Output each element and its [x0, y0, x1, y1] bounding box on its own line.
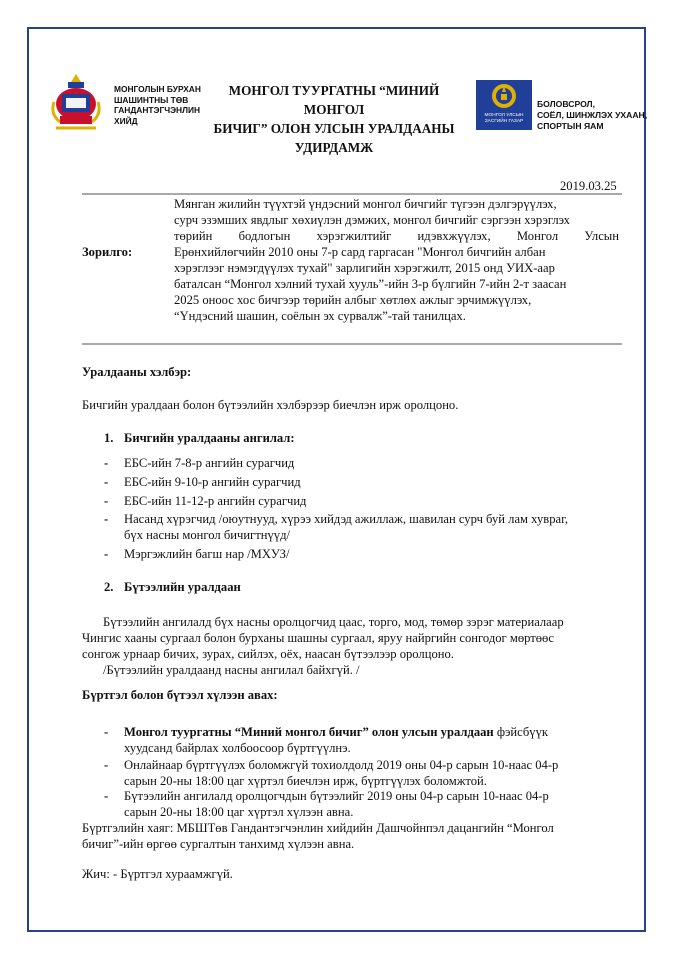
monastery-name	[114, 84, 201, 126]
registration-heading: Бүртгэл болон бүтээл хүлээн авах:	[82, 688, 278, 702]
registration-item-line: хуудсанд байрлах холбоосоор бүртгүүлнэ.	[124, 741, 351, 755]
bullet-dash: -	[104, 475, 109, 489]
monastery-name-line: ХИЙД	[114, 115, 138, 126]
section2-title: Бүтээлийн уралдаан	[124, 580, 241, 594]
registration-item-line: сарын 20-ны 18:00 цаг хүртэл хүлээн авна.	[124, 805, 354, 819]
ministry-name-line: СПОРТЫН ЯАМ	[537, 121, 604, 131]
contest-name: Монгол туургатны “Миний монгол бичиг” олон улсын уралдаан	[124, 725, 494, 739]
registration-address	[82, 820, 622, 852]
goal-line: 2025 оноос хос бичгээр төрийн албыг хөтлөх ажлыг эрчимжүүлэх,	[174, 293, 532, 307]
registration-item	[124, 757, 622, 789]
ministry-name	[537, 99, 647, 132]
goal-line: Мянган жилийн түүхтэй үндэсний монгол бичгийг түгээн дэлгэрүүлэх,	[174, 197, 557, 211]
bullet-dash: -	[104, 725, 109, 739]
address-line: бичиг”-ийн өргөө сургалтын танхимд хүлээн авна.	[82, 837, 355, 851]
section2-note: /Бүтээлийн уралдаанд насны ангилал байхгүй. /	[103, 663, 360, 677]
ministry-name-line: СОЁЛ, ШИНЖЛЭХ УХААН,	[537, 110, 648, 120]
bullet-dash: -	[104, 758, 109, 772]
monastery-emblem	[48, 72, 104, 132]
goal-line: сурч эзэмших явдлыг хөхиүлэн дэмжих, монгол бичгийг сэргээн хэрэглэх	[174, 213, 570, 227]
address-line: Бүртгэлийн хаяг: МБШТөв Гандантэгчэнлин хийдийн Дашчойнпэл дацангийн “Монгол	[82, 821, 554, 835]
category-item-line: бүх насны монгол бичигтнүүд/	[124, 528, 290, 542]
registration-item-line: Бүтээлийн ангилалд оролцогчдын бүтээлийг 2019 оны 04-р сарын 10-наас 04-р	[124, 789, 549, 803]
title-line: УДИРДАМЖ	[294, 140, 374, 155]
category-item: ЕБС-ийн 11-12-р ангийн сурагчид	[124, 494, 307, 508]
registration-item-text: фэйсбүүк	[493, 725, 548, 739]
goal-text	[174, 196, 619, 324]
document-date: 2019.03.25	[560, 179, 617, 193]
section2-paragraph	[82, 614, 622, 678]
document-title	[205, 81, 463, 157]
divider	[82, 343, 622, 345]
registration-item-line: Онлайнаар бүртгүүлэх боломжгүй тохиолдолд 2019 оны 04-р сарын 10-наас 04-р	[124, 758, 559, 772]
bullet-dash: -	[104, 512, 109, 526]
monastery-name-line: МОНГОЛЫН БУРХАН	[114, 84, 201, 94]
section1-number: 1.	[104, 431, 114, 445]
bullet-dash: -	[104, 456, 109, 470]
goal-label: Зорилго:	[82, 245, 133, 259]
registration-note: Жич: - Бүртгэл хураамжгүй.	[82, 867, 233, 881]
government-emblem	[476, 80, 532, 130]
gov-logo-text: МОНГОЛ УЛСЫН	[484, 113, 524, 118]
bullet-dash: -	[104, 494, 109, 508]
category-item: ЕБС-ийн 7-8-р ангийн сурагчид	[124, 456, 295, 470]
divider	[82, 193, 622, 195]
category-item-line: Насанд хүрэгчид /оюутнууд, хүрээ хийдэд ажиллаж, шавилан сурч буй лам хувраг,	[124, 512, 568, 526]
registration-item-line: сарын 20-ны 18:00 цаг хүртэл биечлэн ирж, бүртгүүлэх боломжтой.	[124, 774, 487, 788]
paragraph-line: сонгож урнаар бичих, зурах, сийлэх, оёх, наасан бүтээлээр оролцоно.	[82, 647, 454, 661]
monastery-name-line: ГАНДАНТЭГЧЭНЛИН	[114, 105, 201, 115]
ministry-name-line: БОЛОВСРОЛ,	[537, 99, 595, 109]
monastery-name-line: ШАШИНТНЫ ТӨВ	[114, 94, 189, 105]
title-line: БИЧИГ” ОЛОН УЛСЫН УРАЛДААНЫ	[213, 121, 455, 136]
form-heading: Уралдааны хэлбэр:	[82, 365, 192, 379]
registration-item	[124, 788, 622, 820]
registration-item	[124, 724, 622, 756]
form-intro: Бичгийн уралдаан болон бүтээлийн хэлбэрээр биечлэн ирж оролцоно.	[82, 398, 459, 412]
category-item: Мэргэжлийн багш нар /МХУЗ/	[124, 547, 290, 561]
section1-title: Бичгийн уралдааны ангилал:	[124, 431, 295, 445]
category-item	[124, 511, 622, 543]
bullet-dash: -	[104, 789, 109, 803]
paragraph-line: Бүтээлийн ангилалд бүх насны оролцогчид цаас, торго, мод, төмөр зэрэг материалаар	[103, 615, 564, 629]
section2-number: 2.	[104, 580, 114, 594]
title-line: МОНГОЛ ТУУРГАТНЫ “МИНИЙ МОНГОЛ	[228, 83, 440, 117]
category-item: ЕБС-ийн 9-10-р ангийн сурагчид	[124, 475, 301, 489]
goal-line: Ерөнхийлөгчийн 2010 оны 7-р сард гаргасан "Монгол бичгийн албан	[174, 245, 546, 259]
goal-line: баталсан “Монгол хэлний тухай хууль”-ийн 3-р бүлгийн 7-ийн 2-т заасан	[174, 277, 567, 291]
goal-line: “Үндэсний шашин, соёлын эх сурвалж”-тай танилцах.	[174, 309, 466, 323]
goal-line: төрийн бодлогын хэрэгжилтийг идэвхжүүлэх, Монгол Улсын	[174, 229, 619, 243]
paragraph-line: Чингис хааны сургаал болон бурханы шашны сургаал, яруу найргийн сонгодог мөртөөс	[82, 631, 554, 645]
bullet-dash: -	[104, 547, 109, 561]
gov-logo-text: ЗАСГИЙН ГАЗАР	[484, 119, 524, 124]
goal-line: хэрэглээг нэмэгдүүлэх тухай" зарлигийн хэрэгжилт, 2015 онд УИХ-аар	[174, 261, 555, 275]
